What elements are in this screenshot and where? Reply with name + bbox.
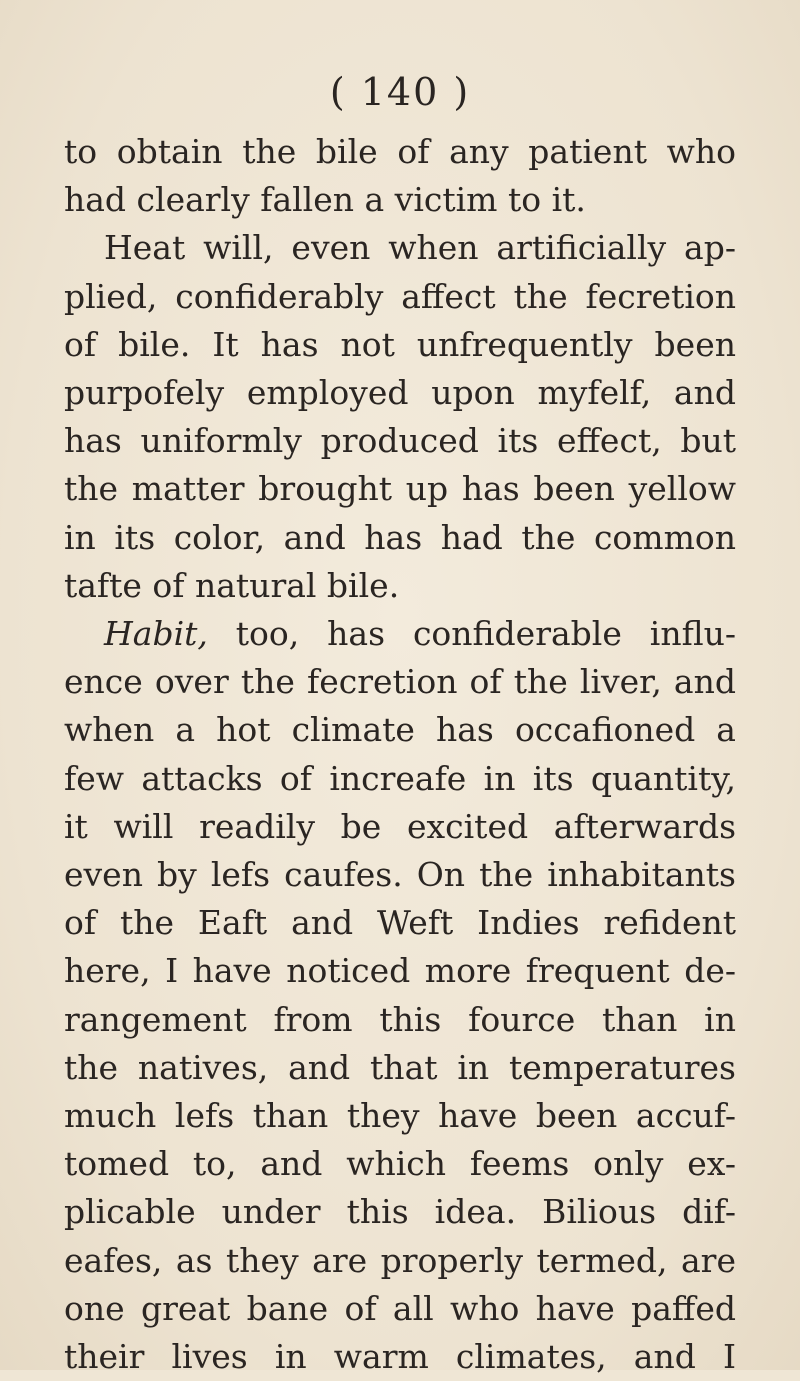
text-line: had clearly fallen a victim to it. [64,180,586,220]
text-line [104,610,736,658]
text-line: here, I have noticed more frequent de- [64,951,736,991]
text-line: plicable under this idea. Bilious dif- [64,1192,736,1232]
text-line: even by lefs caufes. On the inhabitants [64,855,736,894]
text-line: it will readily be excited afterwards [64,806,736,846]
text-line: tomed to, and which feems only ex- [64,1144,736,1184]
text-line-rest: too, has confiderable influ- [207,614,736,653]
text-line: purpofely employed upon myfelf, and [64,373,736,412]
text-line: eafes, as they are properly termed, are [64,1240,736,1280]
text-line: Heat will, even when artificially ap- [104,228,736,268]
text-line: when a hot climate has occafioned a [64,710,736,750]
text-line: their lives in warm climates, and I [64,1337,736,1376]
text-line: much lefs than they have been accuf- [64,1096,736,1135]
text-line: has uniformly produced its effect, but [64,421,736,461]
text-line: plied, confiderably affect the fecretion [64,276,736,316]
text-line: of bile. It has not unfrequently been [64,324,736,364]
text-line: to obtain the bile of any patient who [64,132,736,171]
italic-term: Habit, [104,614,208,653]
text-line: tafte of natural bile. [64,565,400,605]
text-line: the natives, and that in temperatures [64,1047,736,1087]
text-line: the matter brought up has been yellow [64,469,736,509]
text-line: ence over the fecretion of the liver, and [64,662,736,702]
text-line: few attacks of increafe in its quantity, [64,758,736,798]
text-line: in its color, and has had the common [64,517,736,557]
text-line: of the Eaft and Weft Indies refident [64,903,736,943]
text-line: one great bane of all who have paffed [64,1288,736,1328]
page-number: ( 140 ) [329,70,471,114]
text-line: rangement from this fource than in [64,999,736,1039]
